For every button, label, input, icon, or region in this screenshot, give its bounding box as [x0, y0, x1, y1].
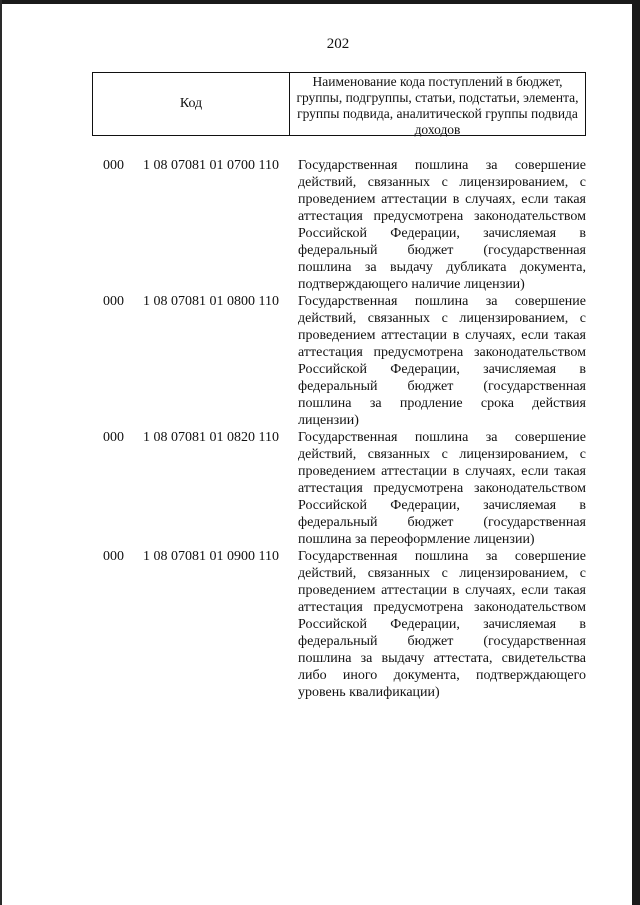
income-description: Государственная пошлина за совершение действий, связанных с лицензированием, с проведением аттестации в случаях, если такая аттестация предусмотрена законодательством Российской Федерации, зачисляемая в федеральный бюджет (государственная пошлина за продление срока действия лицензии) [298, 294, 586, 428]
income-code: 1 08 07081 01 0800 110 [143, 294, 279, 309]
table-row [0, 293, 640, 429]
income-code: 1 08 07081 01 0820 110 [143, 430, 279, 445]
table-body [0, 157, 640, 701]
admin-code: 000 [103, 294, 124, 309]
table-row [0, 548, 640, 701]
income-code: 1 08 07081 01 0700 110 [143, 158, 279, 173]
income-description: Государственная пошлина за совершение действий, связанных с лицензированием, с проведением аттестации в случаях, если такая аттестация предусмотрена законодательством Российской Федерации, зачисляемая в федеральный бюджет (государственная пошлина за выдачу дубликата документа, подтверждающего наличие лицензии) [298, 158, 586, 292]
admin-code: 000 [103, 549, 124, 564]
page-number: 202 [326, 36, 350, 52]
income-description: Государственная пошлина за совершение действий, связанных с лицензированием, с проведением аттестации в случаях, если такая аттестация предусмотрена законодательством Российской Федерации, зачисляемая в федеральный бюджет (государственная пошлина за переоформление лицензии) [298, 430, 586, 547]
table-row [0, 429, 640, 548]
admin-code: 000 [103, 158, 124, 173]
header-name-cell: Наименование кода поступлений в бюджет, группы, подгруппы, статьи, подстатьи, элемента, группы подвида, аналитической группы подвида доходов [296, 74, 579, 137]
income-description: Государственная пошлина за совершение действий, связанных с лицензированием, с проведением аттестации в случаях, если такая аттестация предусмотрена законодательством Российской Федерации, зачисляемая в федеральный бюджет (государственная пошлина за выдачу аттестата, свидетельства либо иного документа, подтверждающего уровень квалификации) [298, 549, 586, 700]
table-row [0, 157, 640, 293]
admin-code: 000 [103, 430, 124, 445]
scan-border-top [0, 0, 640, 4]
table-header [92, 72, 586, 136]
header-code-cell: Код [93, 73, 290, 135]
income-code: 1 08 07081 01 0900 110 [143, 549, 279, 564]
